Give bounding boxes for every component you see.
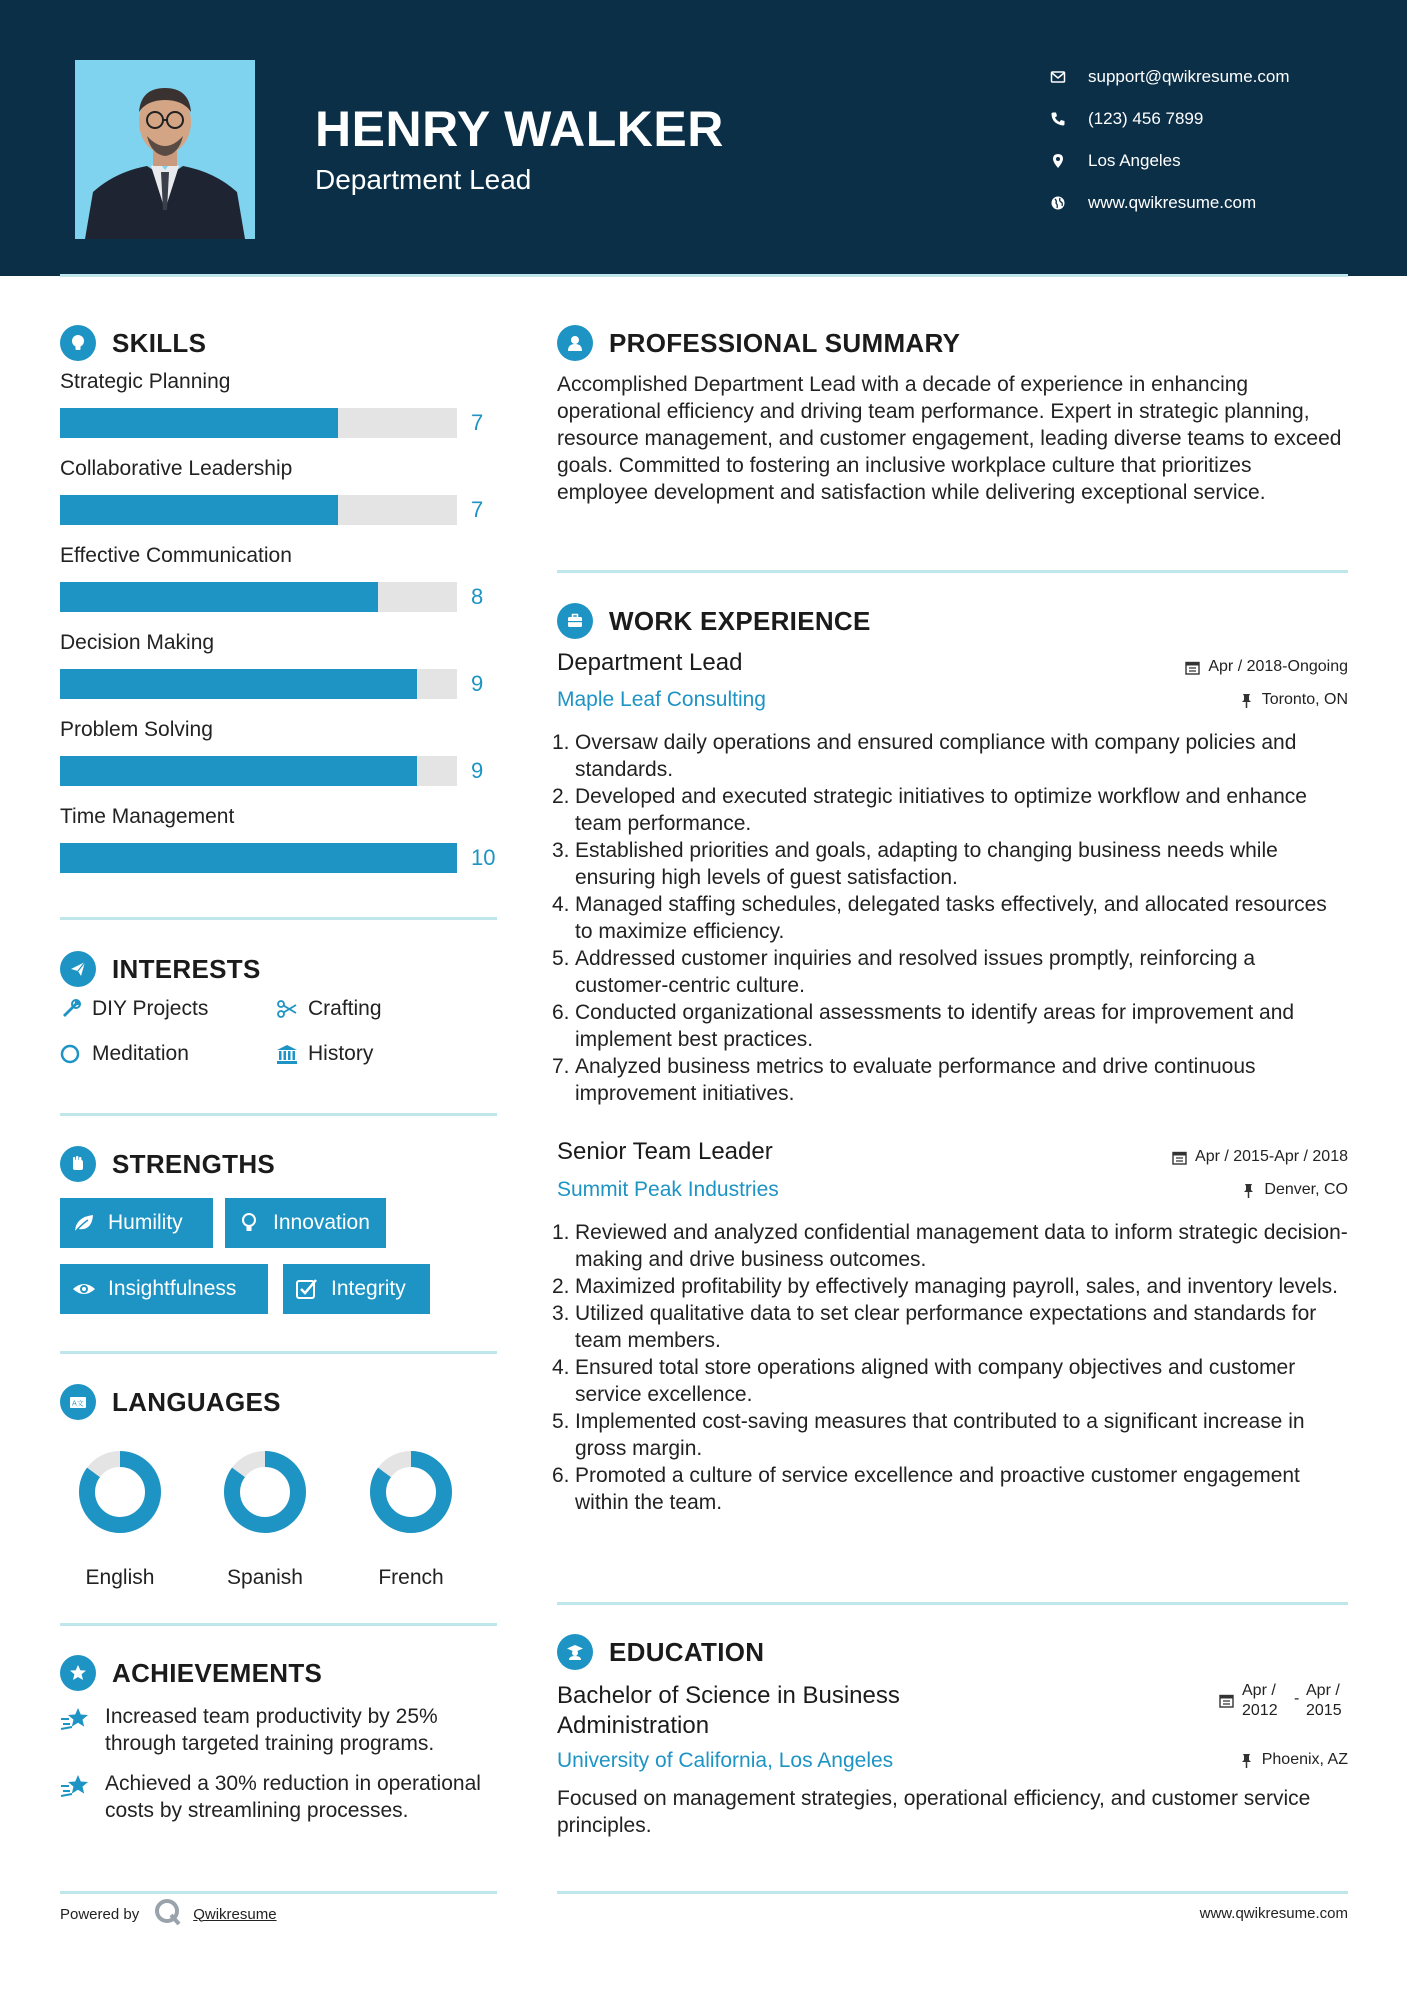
skill-name: Effective Communication	[60, 544, 292, 567]
skill-bar-fill	[60, 843, 457, 873]
interest-item	[276, 997, 382, 1021]
skill-bar-fill	[60, 495, 338, 525]
eye-icon	[72, 1277, 96, 1301]
strength-label: Innovation	[273, 1211, 370, 1234]
pushpin-icon	[1239, 693, 1254, 708]
job-title: Department Lead	[557, 649, 743, 676]
section-divider	[60, 917, 497, 920]
skill-bar-fill	[60, 669, 417, 699]
powered-by	[60, 1897, 277, 1931]
strengths-heading	[60, 1146, 275, 1182]
skill-bar-fill	[60, 756, 417, 786]
skill-name: Strategic Planning	[60, 370, 231, 393]
scissors-icon	[276, 998, 308, 1020]
interest-item	[60, 997, 208, 1021]
skill-bar	[60, 669, 457, 699]
language-item	[346, 1448, 476, 1590]
job-dates-text: Apr / 2018-Ongoing	[1208, 658, 1348, 675]
section-divider	[557, 1891, 1348, 1894]
job-title: Senior Team Leader	[557, 1138, 773, 1165]
contact-phone-text: (123) 456 7899	[1088, 109, 1204, 128]
skill-item	[60, 631, 500, 718]
achievement-item	[60, 1703, 500, 1757]
education-start: Apr / 2012	[1242, 1682, 1278, 1719]
achievement-text: Achieved a 30% reduction in operational costs by streamlining processes.	[105, 1772, 481, 1822]
skill-item	[60, 457, 500, 544]
strength-badge	[60, 1264, 268, 1314]
candidate-role: Department Lead	[315, 164, 532, 195]
pushpin-icon	[1241, 1183, 1256, 1198]
star-badge-icon	[60, 1655, 96, 1691]
skill-value: 9	[471, 671, 484, 696]
duty-item: 4. Ensured total store operations aligned with company objectives and customer service excellence.	[552, 1356, 1296, 1406]
strength-label: Humility	[108, 1211, 183, 1234]
achievement-text: Increased team productivity by 25% through targeted training programs.	[105, 1705, 438, 1755]
duty-item: 1. Oversaw daily operations and ensured compliance with company policies and standards.	[552, 731, 1297, 781]
skill-name: Problem Solving	[60, 718, 213, 741]
summary-text: Accomplished Department Lead with a decade of experience in enhancing operational efficiency and driving team performance. Expert in strategic planning, resource management, and customer engagement, leading diverse teams to exceed goals. Committed to fostering an inclusive workplace culture that prioritizes employee development and satisfaction while delivering exceptional service.	[557, 373, 1342, 504]
education-location-text: Phoenix, AZ	[1261, 1751, 1348, 1768]
shooting-star-icon	[60, 1703, 105, 1757]
job-company: Summit Peak Industries	[557, 1178, 779, 1201]
skill-value: 10	[471, 845, 496, 870]
duty-item: 1. Reviewed and analyzed confidential management data to inform strategic decision-making and drive business outcomes.	[552, 1221, 1348, 1271]
summary-heading	[557, 325, 960, 361]
wrench-icon	[60, 998, 92, 1020]
achievement-item	[60, 1770, 500, 1824]
languages-title: LANGUAGES	[112, 1386, 281, 1417]
skill-bar	[60, 408, 457, 438]
skill-bar	[60, 582, 457, 612]
lightbulb-icon	[60, 325, 96, 361]
duty-item: 5. Implemented cost-saving measures that contributed to a significant increase in gross margin.	[552, 1410, 1305, 1460]
duty-item: 5. Addressed customer inquiries and resolved issues promptly, reinforcing a customer-centric culture.	[552, 947, 1256, 997]
skill-item	[60, 370, 500, 457]
experience-heading	[557, 603, 871, 639]
duty-item: 4. Managed staffing schedules, delegated tasks effectively, and allocated resources to maximize efficiency.	[552, 893, 1327, 943]
contact-location-text: Los Angeles	[1088, 151, 1181, 170]
language-item	[55, 1448, 185, 1590]
strength-badge	[283, 1264, 430, 1314]
education-end: Apr / 2015	[1306, 1682, 1342, 1719]
section-divider	[60, 1113, 497, 1116]
paper-plane-icon	[60, 951, 96, 987]
language-donut	[221, 1448, 309, 1536]
footer-url[interactable]: www.qwikresume.com	[1199, 1905, 1348, 1922]
education-dates	[1219, 1681, 1348, 1721]
calendar-icon	[1172, 1150, 1187, 1165]
job-company: Maple Leaf Consulting	[557, 688, 766, 711]
circle-icon	[60, 1043, 92, 1065]
interests-heading	[60, 951, 261, 987]
job-location	[1241, 1181, 1348, 1199]
interests-title: INTERESTS	[112, 953, 261, 984]
section-divider	[60, 1891, 497, 1894]
summary-title: PROFESSIONAL SUMMARY	[609, 327, 961, 358]
contact-website-text: www.qwikresume.com	[1088, 193, 1257, 212]
duty-item: 2. Developed and executed strategic initiatives to optimize workflow and enhance team performance.	[552, 785, 1307, 835]
user-icon	[557, 325, 593, 361]
fist-icon	[60, 1146, 96, 1182]
education-heading	[557, 1634, 764, 1670]
skill-bar	[60, 843, 457, 873]
powered-by-label: Powered by	[60, 1905, 140, 1923]
skill-item	[60, 718, 500, 805]
skill-item	[60, 544, 500, 631]
skills-list	[60, 370, 500, 892]
interest-label: DIY Projects	[92, 997, 209, 1020]
skill-value: 8	[471, 584, 484, 609]
duty-item: 6. Conducted organizational assessments to identify areas for improvement and implement best practices.	[552, 1001, 1295, 1051]
resume-header	[0, 0, 1407, 276]
language-name: Spanish	[227, 1566, 303, 1589]
interest-label: History	[308, 1042, 374, 1065]
interest-item	[276, 1042, 373, 1066]
person-portrait-icon	[75, 60, 255, 239]
language-name: English	[85, 1566, 155, 1589]
achievements-title: ACHIEVEMENTS	[112, 1657, 323, 1688]
mail-icon	[1050, 69, 1088, 85]
language-item	[200, 1448, 330, 1590]
date-separator: -	[1294, 1690, 1300, 1707]
strength-label: Integrity	[331, 1277, 406, 1300]
skill-bar-fill	[60, 408, 338, 438]
skills-heading	[60, 325, 206, 361]
header-divider	[60, 274, 1348, 277]
duty-item: 3. Utilized qualitative data to set clear performance expectations and standards for team members.	[552, 1302, 1317, 1352]
contact-location	[1050, 140, 1380, 182]
education-title: EDUCATION	[609, 1636, 765, 1667]
strength-badge	[60, 1198, 213, 1248]
qwikresume-link[interactable]: Qwikresume	[193, 1905, 277, 1923]
education-school: University of California, Los Angeles	[557, 1749, 894, 1772]
qwikresume-logo-icon	[153, 1897, 183, 1931]
skill-bar-fill	[60, 582, 378, 612]
interest-label: Crafting	[308, 997, 382, 1020]
museum-icon	[276, 1043, 308, 1065]
education-degree: Bachelor of Science in Business Administration	[557, 1682, 900, 1739]
skill-value: 9	[471, 758, 484, 783]
job-duties	[552, 1219, 1348, 1516]
languages-heading	[60, 1384, 281, 1420]
job-location-text: Toronto, ON	[1261, 691, 1348, 708]
calendar-icon	[1219, 1693, 1234, 1708]
language-donut	[76, 1448, 164, 1536]
location-pin-icon	[1050, 153, 1088, 169]
profile-photo	[75, 60, 255, 239]
interest-item	[60, 1042, 189, 1066]
language-card-icon	[60, 1384, 96, 1420]
strengths-title: STRENGTHS	[112, 1148, 276, 1179]
contact-email[interactable]	[1050, 56, 1380, 98]
education-description: Focused on management strategies, operational efficiency, and customer service principles.	[557, 1787, 1311, 1837]
graduate-icon	[557, 1634, 593, 1670]
checkbox-icon	[295, 1277, 319, 1301]
experience-title: WORK EXPERIENCE	[609, 605, 871, 636]
skills-title: SKILLS	[112, 327, 207, 358]
skill-value: 7	[471, 410, 484, 435]
job-dates-text: Apr / 2015-Apr / 2018	[1195, 1148, 1348, 1165]
skill-bar	[60, 756, 457, 786]
job-location-text: Denver, CO	[1264, 1181, 1348, 1198]
skill-value: 7	[471, 497, 484, 522]
svg-text:A文: A文	[72, 1399, 84, 1408]
leaf-icon	[72, 1211, 96, 1235]
interest-label: Meditation	[92, 1042, 189, 1065]
candidate-name: HENRY WALKER	[315, 101, 724, 157]
contact-website[interactable]	[1050, 182, 1380, 224]
skill-item	[60, 805, 500, 892]
strength-label: Insightfulness	[108, 1277, 237, 1300]
globe-icon	[1050, 195, 1088, 211]
calendar-icon	[1185, 660, 1200, 675]
language-donut	[367, 1448, 455, 1536]
job-duties	[552, 729, 1348, 1107]
education-location	[1239, 1751, 1348, 1769]
contact-email-text: support@qwikresume.com	[1088, 67, 1290, 86]
job-location	[1239, 691, 1348, 709]
contact-phone[interactable]	[1050, 98, 1380, 140]
duty-item: 3. Established priorities and goals, adapting to changing business needs while ensuring high levels of guest satisfaction.	[552, 839, 1278, 889]
section-divider	[557, 1602, 1348, 1605]
shooting-star-icon	[60, 1770, 105, 1824]
section-divider	[60, 1623, 497, 1626]
skill-name: Collaborative Leadership	[60, 457, 293, 480]
language-name: French	[378, 1566, 444, 1589]
section-divider	[557, 570, 1348, 573]
phone-icon	[1050, 111, 1088, 127]
achievements-heading	[60, 1655, 322, 1691]
strength-badge	[225, 1198, 386, 1248]
section-divider	[60, 1351, 497, 1354]
pushpin-icon	[1239, 1753, 1254, 1768]
duty-item: 7. Analyzed business metrics to evaluate performance and drive continuous improvement initiatives.	[552, 1055, 1256, 1105]
lightbulb-icon	[237, 1211, 261, 1235]
skill-name: Time Management	[60, 805, 235, 828]
skill-name: Decision Making	[60, 631, 215, 654]
duty-item: 2. Maximized profitability by effectively managing payroll, sales, and inventory levels.	[552, 1275, 1338, 1298]
job-dates	[1172, 1148, 1348, 1166]
briefcase-icon	[557, 603, 593, 639]
contact-list	[1050, 56, 1380, 224]
job-dates	[1185, 658, 1348, 676]
skill-bar	[60, 495, 457, 525]
duty-item: 6. Promoted a culture of service excellence and proactive customer engagement within the team.	[552, 1464, 1300, 1514]
